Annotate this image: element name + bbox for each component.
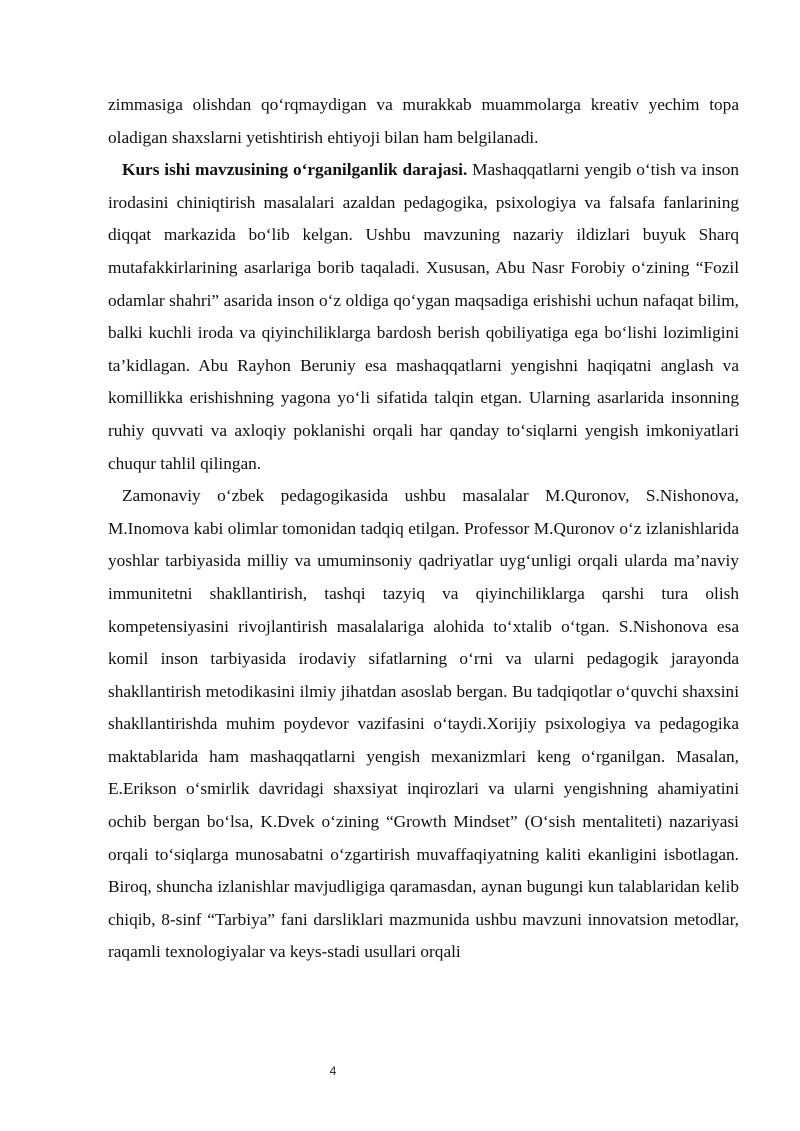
paragraph-text: Mashaqqatlarni yengib o‘tish va inson irodasini chiniqtirish masalalari azaldan pedagogika, psixologiya va falsafa fanlarining diqqat markazida bo‘lib kelgan. Ushbu mavzuning nazariy ildizlari buyuk Sharq mutafakkirlarining asarlariga borib taqaladi. Xususan, Abu Nasr Forobiy o‘zining “Fozil odamlar shahri” asarida inson o‘z oldiga qo‘ygan maqsadiga erishishi uchun nafaqat bilim, balki kuchli iroda va qiyinchiliklarga bardosh berish qobiliyatiga ega bo‘lishi lozimligini ta’kidlagan. Abu Rayhon Beruniy esa mashaqqatlarni yengishni haqiqatni anglash va komillikka erishishning yagona yo‘li sifatida talqin etgan. Ularning asarlarida insonning ruhiy quvvati va axloqiy poklanishi orqali har qanday to‘siqlarni yengish imkoniyatlari chuqur tahlil qilingan. [108,160,739,473]
paragraph-text: Zamonaviy o‘zbek pedagogikasida ushbu masalalar M.Quronov, S.Nishonova, M.Inomova kabi olimlar tomonidan tadqiq etilgan. Professor M.Quronov o‘z izlanishlarida yoshlar tarbiyasida milliy va umuminsoniy qadriyatlar uyg‘unligi orqali ularda ma’naviy immunitetni shakllantirish, tashqi tazyiq va qiyinchiliklarga qarshi tura olish kompetensiyasini rivojlantirish masalalariga alohida to‘xtalib o‘tgan. S.Nishonova esa komil inson tarbiyasida irodaviy sifatlarning o‘rni va ularni pedagogik jarayonda shakllantirish metodikasini ilmiy jihatdan asoslab bergan. Bu tadqiqotlar o‘quvchi shaxsini shakllantirishda muhim poydevor vazifasini o‘taydi.Xorijiy psixologiya va pedagogika maktablarida ham mashaqqatlarni yengish mexanizmlari keng o‘rganilgan. Masalan, E.Erikson o‘smirlik davridagi shaxsiyat inqirozlari va ularni yengishning ahamiyatini ochib bergan bo‘lsa, K.Dvek o‘zining “Growth Mindset” (O‘sish mentaliteti) nazariyasi orqali to‘siqlarga munosabatni o‘zgartirish muvaffaqiyatning kaliti ekanligini isbotlagan. Biroq, shuncha izlanishlar mavjudligiga qaramasdan, aynan bugungi kun talablaridan kelib chiqib, 8-sinf “Tarbiya” fani darsliklari mazmunida ushbu mavzuni innovatsion metodlar, raqamli texnologiyalar va keys-stadi usullari orqali [108,486,739,962]
paragraph-study-level [108,154,739,480]
paragraph-text: zimmasiga olishdan qo‘rqmaydigan va murakkab muammolarga kreativ yechim topa oladigan shaxslarni yetishtirish ehtiyoji bilan ham belgilanadi. [108,95,739,147]
page-number: 4 [329,1064,337,1078]
section-heading: Kurs ishi mavzusining o‘rganilganlik darajasi. [122,160,468,180]
document-page [108,89,739,969]
paragraph-modern-research [108,480,739,969]
paragraph-intro-continuation [108,89,739,154]
